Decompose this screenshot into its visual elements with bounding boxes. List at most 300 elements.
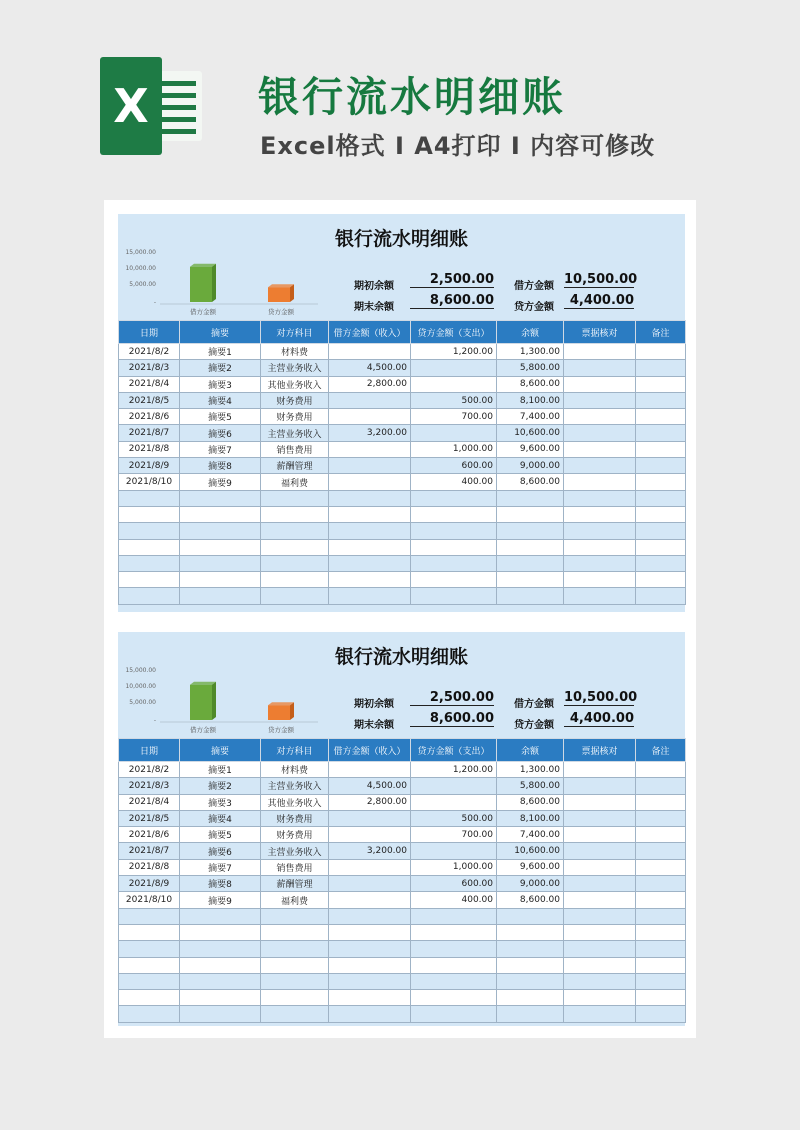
cell-credit <box>411 973 497 989</box>
cell-summary <box>180 572 261 588</box>
cell-counter-account: 财务费用 <box>261 827 329 843</box>
cell-counter-account <box>261 973 329 989</box>
cell-summary: 摘要8 <box>180 876 261 892</box>
cell-remark <box>636 957 686 973</box>
cell-credit <box>411 588 497 604</box>
cell-voucher-check <box>564 827 636 843</box>
cell-credit: 500.00 <box>411 392 497 408</box>
cell-date: 2021/8/8 <box>119 859 180 875</box>
cell-date: 2021/8/2 <box>119 762 180 778</box>
bar-debit <box>190 682 216 720</box>
y-tick-label: 15,000.00 <box>125 249 156 256</box>
table-row <box>119 474 686 490</box>
table-row <box>119 924 686 940</box>
cell-credit <box>411 425 497 441</box>
cell-credit <box>411 539 497 555</box>
credit-total-label: 贷方金额 <box>514 302 554 313</box>
cell-balance: 7,400.00 <box>497 409 564 425</box>
cell-voucher-check <box>564 572 636 588</box>
cell-debit <box>329 973 411 989</box>
cell-voucher-check <box>564 441 636 457</box>
table-row <box>119 941 686 957</box>
cell-remark <box>636 392 686 408</box>
cell-remark <box>636 1006 686 1022</box>
cell-counter-account: 主营业务收入 <box>261 843 329 859</box>
cell-date: 2021/8/10 <box>119 474 180 490</box>
cell-date: 2021/8/7 <box>119 425 180 441</box>
cell-credit <box>411 941 497 957</box>
cell-debit <box>329 572 411 588</box>
cell-voucher-check <box>564 474 636 490</box>
summary-bar-chart <box>118 238 328 320</box>
table-row <box>119 778 686 794</box>
cell-debit <box>329 957 411 973</box>
cell-date: 2021/8/4 <box>119 376 180 392</box>
cell-balance: 8,600.00 <box>497 892 564 908</box>
table-row <box>119 376 686 392</box>
credit-total-label: 贷方金额 <box>514 720 554 731</box>
cell-remark <box>636 441 686 457</box>
cell-balance: 10,600.00 <box>497 425 564 441</box>
y-tick-label: 10,000.00 <box>125 265 156 272</box>
cell-summary <box>180 941 261 957</box>
table-row <box>119 344 686 360</box>
cell-balance: 5,800.00 <box>497 778 564 794</box>
closing-balance-label: 期末余额 <box>354 302 394 313</box>
cell-credit: 700.00 <box>411 827 497 843</box>
table-row <box>119 762 686 778</box>
table-row <box>119 892 686 908</box>
cell-remark <box>636 490 686 506</box>
cell-counter-account: 其他业务收入 <box>261 794 329 810</box>
y-tick-label: 5,000.00 <box>129 281 156 288</box>
cell-date: 2021/8/4 <box>119 794 180 810</box>
cell-debit <box>329 344 411 360</box>
cell-date: 2021/8/5 <box>119 810 180 826</box>
cell-date: 2021/8/10 <box>119 892 180 908</box>
cell-balance: 9,000.00 <box>497 876 564 892</box>
cell-voucher-check <box>564 425 636 441</box>
column-header-balance: 余额 <box>497 739 564 762</box>
cell-balance: 8,100.00 <box>497 810 564 826</box>
table-row <box>119 555 686 571</box>
bar-category-label: 贷方金额 <box>268 726 294 734</box>
cell-debit: 4,500.00 <box>329 778 411 794</box>
table-body <box>119 762 686 1023</box>
cell-summary: 摘要1 <box>180 344 261 360</box>
cell-counter-account <box>261 941 329 957</box>
cell-debit <box>329 555 411 571</box>
cell-balance <box>497 572 564 588</box>
debit-total-label: 借方金额 <box>514 281 554 292</box>
cell-counter-account <box>261 990 329 1006</box>
y-tick-label: - <box>153 299 156 306</box>
cell-balance: 9,600.00 <box>497 859 564 875</box>
cell-remark <box>636 425 686 441</box>
cell-summary <box>180 490 261 506</box>
cell-counter-account <box>261 572 329 588</box>
table-row <box>119 827 686 843</box>
sheet-title: 银行流水明细账 <box>334 646 468 668</box>
cell-voucher-check <box>564 941 636 957</box>
cell-counter-account: 材料费 <box>261 344 329 360</box>
cell-balance <box>497 941 564 957</box>
table-row <box>119 957 686 973</box>
table-row <box>119 1006 686 1022</box>
cell-credit: 1,200.00 <box>411 762 497 778</box>
table-header-row <box>119 321 686 344</box>
cell-remark <box>636 572 686 588</box>
cell-credit: 600.00 <box>411 876 497 892</box>
cell-debit: 2,800.00 <box>329 376 411 392</box>
cell-counter-account: 主营业务收入 <box>261 360 329 376</box>
cell-credit: 400.00 <box>411 474 497 490</box>
cell-debit <box>329 523 411 539</box>
cell-balance <box>497 990 564 1006</box>
table-row <box>119 572 686 588</box>
cell-credit: 700.00 <box>411 409 497 425</box>
y-tick-label: 10,000.00 <box>125 683 156 690</box>
debit-total-value: 10,500.00 <box>564 272 638 287</box>
cell-credit <box>411 360 497 376</box>
cell-voucher-check <box>564 344 636 360</box>
closing-balance-value: 8,600.00 <box>410 711 494 727</box>
opening-balance-value: 2,500.00 <box>410 272 494 288</box>
sheet-preview-1 <box>104 200 696 624</box>
cell-debit <box>329 588 411 604</box>
cell-summary: 摘要1 <box>180 762 261 778</box>
cell-counter-account <box>261 555 329 571</box>
cell-balance <box>497 490 564 506</box>
cell-voucher-check <box>564 392 636 408</box>
cell-balance <box>497 1006 564 1022</box>
table-row <box>119 908 686 924</box>
table-body <box>119 344 686 605</box>
cell-summary: 摘要7 <box>180 441 261 457</box>
cell-remark <box>636 458 686 474</box>
cell-counter-account <box>261 490 329 506</box>
table-row <box>119 458 686 474</box>
cell-date <box>119 924 180 940</box>
cell-counter-account <box>261 539 329 555</box>
debit-total-value: 10,500.00 <box>564 690 638 705</box>
cell-date: 2021/8/6 <box>119 827 180 843</box>
column-header-debit: 借方金额（收入） <box>329 739 411 762</box>
cell-balance: 1,300.00 <box>497 344 564 360</box>
column-header-remark: 备注 <box>636 739 686 762</box>
cell-counter-account: 福利费 <box>261 892 329 908</box>
cell-debit <box>329 441 411 457</box>
cell-summary <box>180 588 261 604</box>
cell-remark <box>636 474 686 490</box>
cell-balance: 9,600.00 <box>497 441 564 457</box>
cell-counter-account: 薪酬管理 <box>261 458 329 474</box>
cell-summary <box>180 555 261 571</box>
cell-credit: 500.00 <box>411 810 497 826</box>
table-row <box>119 859 686 875</box>
credit-total-value: 4,400.00 <box>564 293 634 309</box>
cell-remark <box>636 908 686 924</box>
cell-voucher-check <box>564 762 636 778</box>
cell-summary: 摘要5 <box>180 827 261 843</box>
cell-balance: 7,400.00 <box>497 827 564 843</box>
cell-date <box>119 957 180 973</box>
cell-summary: 摘要6 <box>180 843 261 859</box>
cell-credit <box>411 490 497 506</box>
table-row <box>119 409 686 425</box>
cell-balance: 5,800.00 <box>497 360 564 376</box>
cell-date <box>119 490 180 506</box>
y-tick-label: 15,000.00 <box>125 667 156 674</box>
bar-credit <box>268 284 294 302</box>
cell-debit <box>329 409 411 425</box>
cell-balance: 8,600.00 <box>497 794 564 810</box>
cell-summary: 摘要9 <box>180 474 261 490</box>
table-row <box>119 425 686 441</box>
cell-debit <box>329 892 411 908</box>
table-header-row <box>119 739 686 762</box>
cell-remark <box>636 539 686 555</box>
cell-credit <box>411 1006 497 1022</box>
cell-credit: 1,200.00 <box>411 344 497 360</box>
cell-balance: 10,600.00 <box>497 843 564 859</box>
ledger-table <box>118 320 686 605</box>
excel-icon <box>100 57 205 155</box>
cell-voucher-check <box>564 555 636 571</box>
cell-date: 2021/8/6 <box>119 409 180 425</box>
bar-category-label: 借方金额 <box>190 308 216 316</box>
cell-credit: 400.00 <box>411 892 497 908</box>
cell-date: 2021/8/2 <box>119 344 180 360</box>
cell-voucher-check <box>564 876 636 892</box>
cell-counter-account: 财务费用 <box>261 409 329 425</box>
opening-balance-label: 期初余额 <box>354 699 394 710</box>
cell-remark <box>636 973 686 989</box>
cell-summary: 摘要5 <box>180 409 261 425</box>
cell-summary: 摘要4 <box>180 810 261 826</box>
summary-bar-chart <box>118 656 328 738</box>
cell-voucher-check <box>564 539 636 555</box>
closing-balance-value: 8,600.00 <box>410 293 494 309</box>
cell-summary <box>180 957 261 973</box>
cell-remark <box>636 344 686 360</box>
cell-debit <box>329 990 411 1006</box>
cell-debit <box>329 506 411 522</box>
cell-credit <box>411 572 497 588</box>
column-header-debit: 借方金额（收入） <box>329 321 411 344</box>
cell-remark <box>636 409 686 425</box>
cell-debit <box>329 924 411 940</box>
cell-remark <box>636 360 686 376</box>
cell-summary: 摘要2 <box>180 360 261 376</box>
cell-date <box>119 506 180 522</box>
cell-summary: 摘要7 <box>180 859 261 875</box>
cell-summary <box>180 1006 261 1022</box>
column-header-credit: 贷方金额（支出） <box>411 321 497 344</box>
cell-summary <box>180 990 261 1006</box>
table-row <box>119 539 686 555</box>
cell-remark <box>636 762 686 778</box>
cell-voucher-check <box>564 360 636 376</box>
y-tick-label: 5,000.00 <box>129 699 156 706</box>
cell-summary: 摘要8 <box>180 458 261 474</box>
cell-remark <box>636 827 686 843</box>
table-row <box>119 990 686 1006</box>
cell-remark <box>636 555 686 571</box>
cell-counter-account <box>261 1006 329 1022</box>
cell-date: 2021/8/3 <box>119 778 180 794</box>
cell-summary: 摘要3 <box>180 794 261 810</box>
cell-date: 2021/8/3 <box>119 360 180 376</box>
cell-date: 2021/8/9 <box>119 458 180 474</box>
column-header-remark: 备注 <box>636 321 686 344</box>
cell-counter-account: 其他业务收入 <box>261 376 329 392</box>
cell-balance <box>497 924 564 940</box>
cell-date: 2021/8/7 <box>119 843 180 859</box>
cell-summary <box>180 924 261 940</box>
column-header-balance: 余额 <box>497 321 564 344</box>
table-row <box>119 523 686 539</box>
cell-debit <box>329 1006 411 1022</box>
cell-summary <box>180 506 261 522</box>
cell-voucher-check <box>564 990 636 1006</box>
table-row <box>119 588 686 604</box>
cell-counter-account: 财务费用 <box>261 392 329 408</box>
cell-balance <box>497 588 564 604</box>
cell-remark <box>636 843 686 859</box>
page-subtitle: Excel格式 Ⅰ A4打印 Ⅰ 内容可修改 <box>260 132 656 160</box>
cell-credit <box>411 957 497 973</box>
cell-counter-account <box>261 506 329 522</box>
cell-debit <box>329 392 411 408</box>
cell-balance <box>497 506 564 522</box>
column-header-counter-account: 对方科目 <box>261 321 329 344</box>
cell-date: 2021/8/9 <box>119 876 180 892</box>
cell-credit: 600.00 <box>411 458 497 474</box>
cell-remark <box>636 876 686 892</box>
cell-remark <box>636 506 686 522</box>
cell-voucher-check <box>564 506 636 522</box>
cell-date <box>119 941 180 957</box>
cell-remark <box>636 588 686 604</box>
cell-voucher-check <box>564 843 636 859</box>
cell-summary: 摘要3 <box>180 376 261 392</box>
sheet-preview-2 <box>104 618 696 1038</box>
cell-date <box>119 588 180 604</box>
cell-voucher-check <box>564 892 636 908</box>
cell-voucher-check <box>564 523 636 539</box>
cell-credit <box>411 794 497 810</box>
cell-debit <box>329 539 411 555</box>
cell-voucher-check <box>564 908 636 924</box>
cell-summary: 摘要9 <box>180 892 261 908</box>
cell-counter-account <box>261 908 329 924</box>
opening-balance-label: 期初余额 <box>354 281 394 292</box>
cell-debit: 4,500.00 <box>329 360 411 376</box>
cell-date <box>119 973 180 989</box>
cell-credit <box>411 376 497 392</box>
cell-date <box>119 572 180 588</box>
ledger-table <box>118 738 686 1023</box>
cell-credit: 1,000.00 <box>411 859 497 875</box>
column-header-counter-account: 对方科目 <box>261 739 329 762</box>
cell-date <box>119 908 180 924</box>
cell-date <box>119 555 180 571</box>
opening-balance-value: 2,500.00 <box>410 690 494 706</box>
cell-voucher-check <box>564 490 636 506</box>
excel-logo-letter: X <box>100 57 162 155</box>
table-row <box>119 810 686 826</box>
table-row <box>119 490 686 506</box>
cell-remark <box>636 778 686 794</box>
cell-summary <box>180 908 261 924</box>
table-row <box>119 506 686 522</box>
cell-voucher-check <box>564 859 636 875</box>
cell-balance <box>497 957 564 973</box>
column-header-summary: 摘要 <box>180 739 261 762</box>
cell-counter-account: 主营业务收入 <box>261 778 329 794</box>
cell-remark <box>636 941 686 957</box>
cell-debit <box>329 859 411 875</box>
cell-counter-account: 销售费用 <box>261 859 329 875</box>
cell-remark <box>636 810 686 826</box>
cell-balance <box>497 908 564 924</box>
cell-counter-account <box>261 957 329 973</box>
column-header-credit: 贷方金额（支出） <box>411 739 497 762</box>
cell-balance <box>497 523 564 539</box>
ledger-panel <box>118 632 685 1026</box>
cell-counter-account: 福利费 <box>261 474 329 490</box>
cell-remark <box>636 892 686 908</box>
cell-debit <box>329 876 411 892</box>
table-row <box>119 441 686 457</box>
cell-credit <box>411 908 497 924</box>
cell-summary: 摘要2 <box>180 778 261 794</box>
cell-summary: 摘要6 <box>180 425 261 441</box>
cell-credit <box>411 555 497 571</box>
cell-summary: 摘要4 <box>180 392 261 408</box>
cell-debit <box>329 827 411 843</box>
cell-counter-account: 薪酬管理 <box>261 876 329 892</box>
ledger-panel <box>118 214 685 612</box>
cell-voucher-check <box>564 973 636 989</box>
cell-debit <box>329 490 411 506</box>
cell-credit <box>411 924 497 940</box>
cell-voucher-check <box>564 957 636 973</box>
cell-credit <box>411 990 497 1006</box>
cell-credit <box>411 506 497 522</box>
cell-counter-account <box>261 924 329 940</box>
cell-counter-account <box>261 588 329 604</box>
cell-remark <box>636 924 686 940</box>
table-row <box>119 360 686 376</box>
cell-counter-account: 财务费用 <box>261 810 329 826</box>
cell-counter-account: 销售费用 <box>261 441 329 457</box>
cell-debit <box>329 941 411 957</box>
column-header-date: 日期 <box>119 739 180 762</box>
cell-voucher-check <box>564 810 636 826</box>
cell-remark <box>636 523 686 539</box>
table-row <box>119 843 686 859</box>
cell-balance: 8,100.00 <box>497 392 564 408</box>
page-title: 银行流水明细账 <box>258 73 566 121</box>
table-row <box>119 794 686 810</box>
cell-credit: 1,000.00 <box>411 441 497 457</box>
cell-debit <box>329 908 411 924</box>
cell-voucher-check <box>564 588 636 604</box>
cell-remark <box>636 376 686 392</box>
header <box>0 0 800 195</box>
